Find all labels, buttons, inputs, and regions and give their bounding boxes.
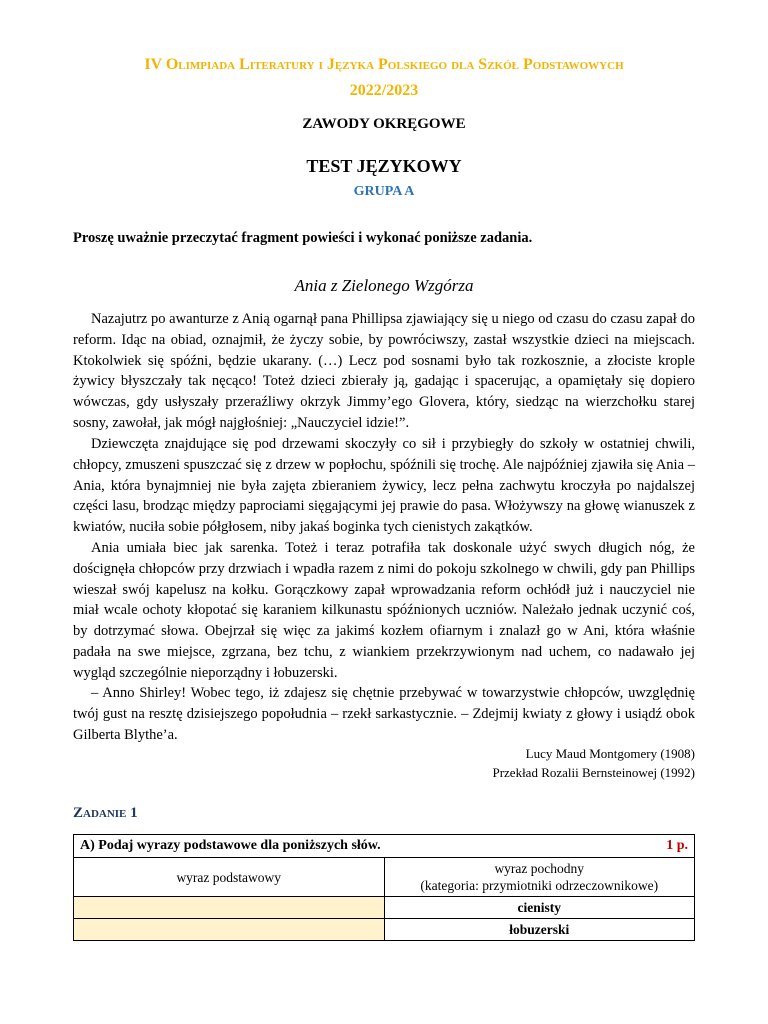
points-badge: 1 p. <box>666 838 688 853</box>
derived-word: łobuzerski <box>384 919 695 941</box>
excerpt-paragraph: – Anno Shirley! Wobec tego, iż zdajesz się chętnie przebywać w towarzystwie chłopców, uwzględnię twój gust na resztę dzisiejszego popołudnia – rzekł sarkastycznie. – Zdejmij kwiaty z głowy i usiądź obok Gilberta Blythe’a. <box>73 685 695 743</box>
column-derived-word <box>384 858 695 897</box>
test-title: TEST JĘZYKOWY <box>306 156 462 176</box>
task-instruction <box>74 835 695 858</box>
table-row <box>74 919 695 941</box>
column-derived-note: (kategoria: przymiotniki odrzeczownikowe) <box>420 878 659 893</box>
column-derived-title: wyraz pochodny <box>494 861 585 876</box>
instruction: Proszę uważnie przeczytać fragment powieści i wykonać poniższe zadania. <box>73 230 533 246</box>
derived-word: cienisty <box>384 897 695 919</box>
answer-field[interactable] <box>74 919 385 941</box>
task-heading: Zadanie 1 <box>73 805 138 821</box>
task-table <box>73 834 695 941</box>
olympiad-year: 2022/2023 <box>349 82 419 99</box>
excerpt-paragraph: Nazajutrz po awanturze z Anią ogarnął pana Phillipsa zjawiający się u niego od czasu do czasu zapał do reform. Idąc na obiad, oznajmił, że życzy sobie, by powróciwszy, zastał wszystkie dzieci na miejscach. Ktokolwiek się spóźni, będzie ukarany. (…) Lecz pod sosnami było tak rozkosznie, a złociste krople żywicy błyszczały tak nęcąco! Toteż dzieci zbierały ją, gadając i spacerując, a opamiętały się dopiero wówczas, gdy usłyszały przeraźliwy okrzyk Jimmy’ego Glovera, który, siedząc na wierzchołku starej sosny, zawołał, jak mógł najgłośniej: „Nauczyciel idzie!”. <box>73 311 695 431</box>
excerpt-author: Lucy Maud Montgomery (1908) <box>525 746 695 761</box>
excerpt-title: Ania z Zielonego Wzgórza <box>294 276 474 295</box>
competition-stage: ZAWODY OKRĘGOWE <box>302 116 466 132</box>
excerpt-translation: Przekład Rozalii Bernsteinowej (1992) <box>492 765 695 780</box>
table-header-row <box>74 858 695 897</box>
table-row <box>74 897 695 919</box>
task-part-a: A) Podaj wyrazy podstawowe dla poniższych słów. <box>80 838 381 853</box>
excerpt-paragraph: Ania umiała biec jak sarenka. Toteż i teraz potrafiła tak doskonale użyć swych długich nóg, że doścignęła chłopców przy drzwiach i wpadła razem z nimi do pokoju szkolnego w chwili, gdy pan Phillips wieszał swój kapelusz na kołku. Gorączkowy zapał wprowadzania reform ochłódł już i nauczyciel nie miał wcale ochoty kłopotać się karaniem kilkunastu spóźnionych uczniów. Należało jednak uczynić coś, by dotrzymać słowa. Obejrzał się więc za jakimś kozłem ofiarnym i znalazł go w Ani, która właśnie padała na swe miejsce, zgrzana, bez tchu, z wiankiem przekrzywionym nad uchem, co nadawało jej wygląd szczególnie nieporządny i łobuzerski. <box>73 540 695 681</box>
excerpt-paragraph: Dziewczęta znajdujące się pod drzewami skoczyły co sił i przybiegły do szkoły w ostatniej chwili, chłopcy, zmuszeni spuszczać się z drzew w popłochu, spóźnili się trochę. Ale najpóźniej zjawiła się Ania – Ania, która bynajmniej nie była zajęta zbieraniem żywicy, lecz pełna zachwytu kroczyła po najdalszej części lasu, brodząc między paprociami sięgającymi jej prawie do pasa. Włożywszy na głowę wianuszek z kwiatów, nuciła sobie półgłosem, niby jakaś boginka tych cienistych zakątków. <box>73 436 695 536</box>
test-group: GRUPA A <box>353 184 415 199</box>
task-instruction-row <box>74 835 695 858</box>
column-base-word: wyraz podstawowy <box>74 858 385 897</box>
answer-field[interactable] <box>74 897 385 919</box>
olympiad-title: IV Olimpiada Literatury i Języka Polskiego dla Szkół Podstawowych <box>144 56 624 73</box>
